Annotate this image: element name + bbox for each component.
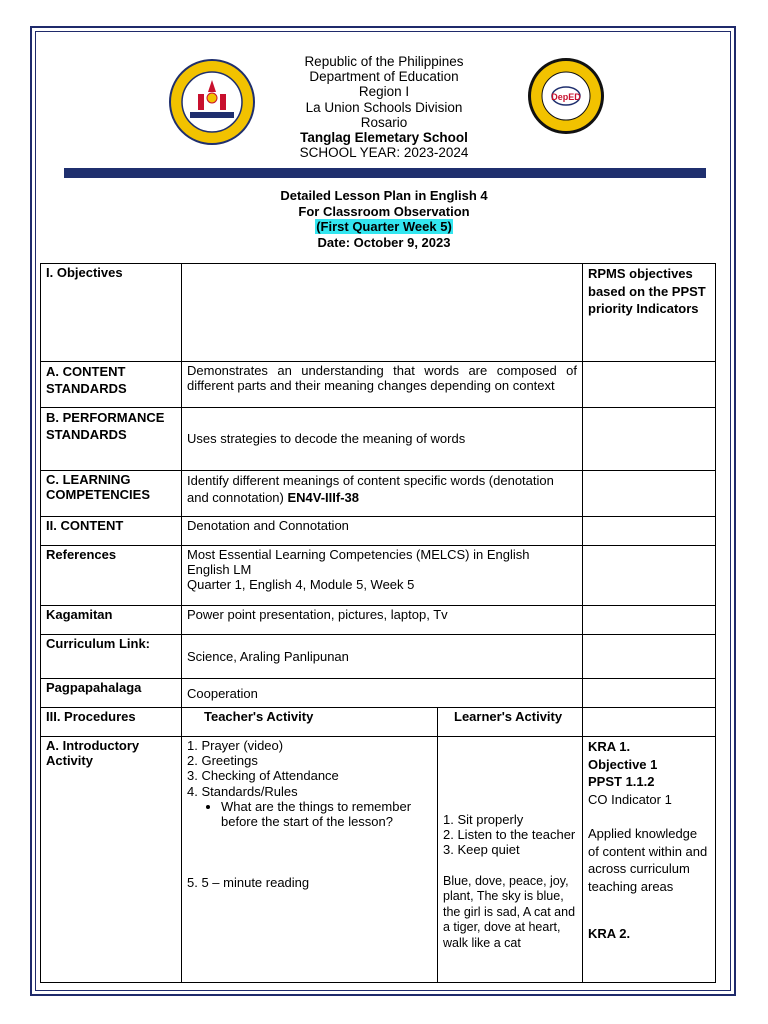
kagamitan-value: Power point presentation, pictures, laptop, Tv [182, 606, 583, 635]
school-year: SCHOOL YEAR: 2023-2024 [299, 145, 469, 161]
reference-item: English LM [187, 562, 252, 578]
rpms-cell [583, 606, 716, 635]
teacher-item: 4. Standards/Rules [187, 783, 298, 799]
references-label: References [41, 546, 182, 606]
learner-item: 3. Keep quiet [443, 842, 520, 858]
table-row [41, 471, 716, 517]
table-row [41, 737, 716, 983]
school-name: Tanglag Elemetary School [300, 130, 468, 146]
learning-competencies-text: Identify different meanings of content specific words (denotation and connotation) [187, 473, 554, 505]
rpms-cell [583, 408, 716, 471]
rpms-label: RPMS objectives based on the PPST priority Indicators [583, 264, 716, 362]
teacher-item: 5. 5 – minute reading [187, 875, 310, 891]
table-row [41, 517, 716, 546]
title-line-2: For Classroom Observation [298, 203, 470, 219]
performance-standards-value: Uses strategies to decode the meaning of words [182, 408, 583, 471]
header-divider-bar [64, 168, 706, 178]
teacher-sub-list [187, 799, 432, 829]
lesson-plan-title [0, 188, 768, 250]
header-line-region: Region I [358, 84, 410, 100]
title-date: Date: October 9, 2023 [317, 234, 451, 250]
table-row [41, 264, 716, 362]
rpms-cell [583, 635, 716, 679]
title-quarter-week: (First Quarter Week 5) [316, 219, 452, 234]
teacher-item: 3. Checking of Attendance [187, 768, 339, 784]
header-line-division: La Union Schools Division [305, 99, 463, 115]
content-standards-value: Demonstrates an understanding that words are composed of different parts and their meaning changes depending on context [182, 362, 583, 408]
rpms-cell [583, 471, 716, 517]
table-row [41, 679, 716, 708]
content-value: Denotation and Connotation [182, 517, 583, 546]
kagamitan-label: Kagamitan [41, 606, 182, 635]
learning-competencies-value [182, 471, 583, 517]
learner-item: 1. Sit properly [443, 812, 524, 827]
pagpapahalaga-label: Pagpapahalaga [41, 679, 182, 708]
table-row [41, 606, 716, 635]
introductory-activity-label: A. Introductory Activity [41, 737, 182, 983]
teacher-item: 1. Prayer (video) [187, 738, 284, 753]
table-row [41, 362, 716, 408]
objectives-value [182, 264, 583, 362]
header-line-municipality: Rosario [360, 114, 408, 130]
table-row [41, 635, 716, 679]
deped-mark: DepED [551, 92, 581, 102]
header-line-republic: Republic of the Philippines [304, 54, 464, 69]
table-row [41, 546, 716, 606]
objective1-label: Objective 1 [588, 756, 658, 772]
learner-activity-cell [438, 737, 583, 983]
header-line-department: Department of Education [309, 69, 459, 85]
reference-item: Quarter 1, English 4, Module 5, Week 5 [187, 577, 415, 593]
rpms-kra-cell [583, 737, 716, 983]
learning-competency-code: EN4V-IIIf-38 [287, 490, 359, 505]
rpms-cell [583, 546, 716, 606]
ppst-label: PPST 1.1.2 [588, 774, 655, 789]
lesson-plan-table [40, 263, 716, 983]
table-row [41, 708, 716, 737]
references-value [182, 546, 583, 606]
learner-reading-words: Blue, dove, peace, joy, plant, The sky is blue, the girl is sad, A cat and a tiger, dove at heart, walk like a cat [443, 873, 576, 950]
pagpapahalaga-value [182, 679, 583, 708]
rpms-cell [583, 362, 716, 408]
rpms-cell [583, 708, 716, 737]
co-indicator-label: CO Indicator 1 [588, 791, 672, 807]
content-label: II. CONTENT [41, 517, 182, 546]
procedures-label: III. Procedures [41, 708, 182, 737]
teacher-activity-cell [182, 737, 438, 983]
performance-standards-label: B. PERFORMANCE STANDARDS [41, 408, 182, 471]
teacher-item: 2. Greetings [187, 753, 258, 769]
rpms-cell [583, 517, 716, 546]
learner-activity-header: Learner's Activity [438, 708, 583, 737]
reference-item: Most Essential Learning Competencies (MELCS) in English [187, 547, 530, 562]
objectives-label: I. Objectives [41, 264, 182, 362]
document-header [0, 54, 768, 160]
teacher-sub-item: • What are the things to remember before the start of the lesson? [221, 799, 432, 829]
title-line-1: Detailed Lesson Plan in English 4 [280, 188, 488, 203]
table-row [41, 408, 716, 471]
learner-item: 2. Listen to the teacher [443, 827, 576, 843]
learning-competencies-label: C. LEARNING COMPETENCIES [41, 471, 182, 517]
rpms-cell [583, 679, 716, 708]
content-standards-label: A. CONTENT STANDARDS [41, 362, 182, 408]
curriculum-link-value: Science, Araling Panlipunan [182, 635, 583, 679]
kra1-description: Applied knowledge of content within and across curriculum teaching areas [588, 826, 708, 894]
curriculum-link-label: Curriculum Link: [41, 635, 182, 679]
kra1-label: KRA 1. [588, 739, 631, 754]
pagpapahalaga-text: Cooperation [187, 686, 258, 701]
kra2-label: KRA 2. [588, 926, 631, 941]
teacher-activity-header: Teacher's Activity [182, 708, 438, 737]
